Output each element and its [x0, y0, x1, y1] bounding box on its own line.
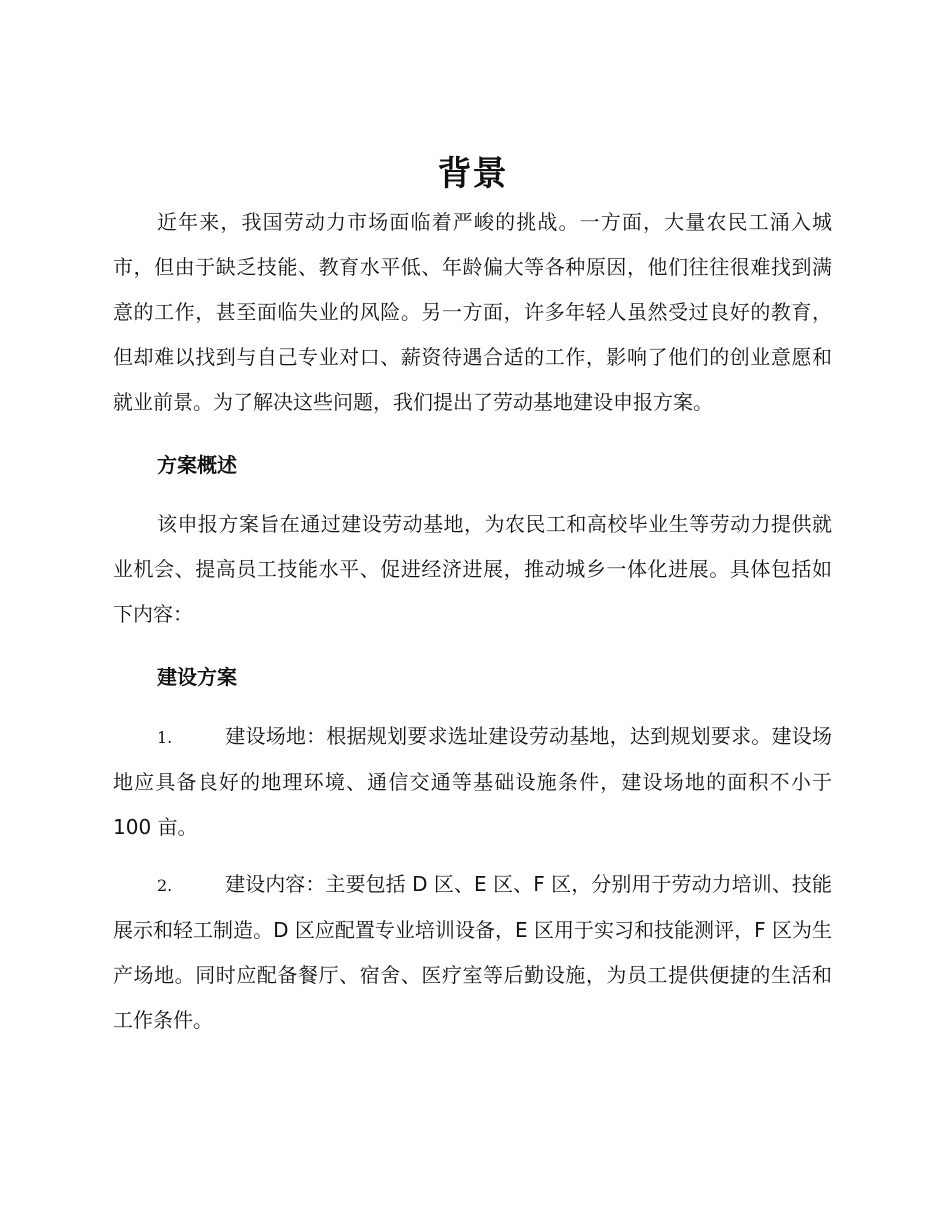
list-item-number: 1.	[157, 728, 173, 747]
list-item-text: 建设场地：根据规划要求选址建设劳动基地，达到规划要求。建设场地应具备良好的地理环境、通信交通等基础设施条件，建设场地的面积不小于 100 亩。	[113, 724, 832, 839]
overview-heading: 方案概述	[157, 453, 237, 477]
overview-paragraph: 该申报方案旨在通过建设劳动基地，为农民工和高校毕业生等劳动力提供就业机会、提高员工技能水平、促进经济进展，推动城乡一体化进展。具体包括如下内容：	[113, 512, 832, 626]
document-title: 背景	[437, 154, 508, 194]
list-item-number: 2.	[157, 876, 173, 895]
background-paragraph: 近年来，我国劳动力市场面临着严峻的挑战。一方面，大量农民工涌入城市，但由于缺乏技能、教育水平低、年龄偏大等各种原因，他们往往很难找到满意的工作，甚至面临失业的风险。另一方面，许多年轻人虽然受过良好的教育，但却难以找到与自己专业对口、薪资待遇合适的工作，影响了他们的创业意愿和就业前景。为了解决这些问题，我们提出了劳动基地建设申报方案。	[113, 210, 832, 414]
list-item-text: 建设内容：主要包括 D 区、E 区、F 区，分别用于劳动力培训、技能展示和轻工制造。D 区应配置专业培训设备，E 区用于实习和技能测评，F 区为生产场地。同时应配备餐厅、宿舍、医疗室等后勤设施，为员工提供便捷的生活和工作条件。	[113, 872, 832, 1032]
list-item	[113, 714, 832, 850]
plan-heading: 建设方案	[157, 665, 237, 689]
list-item	[113, 862, 832, 1043]
